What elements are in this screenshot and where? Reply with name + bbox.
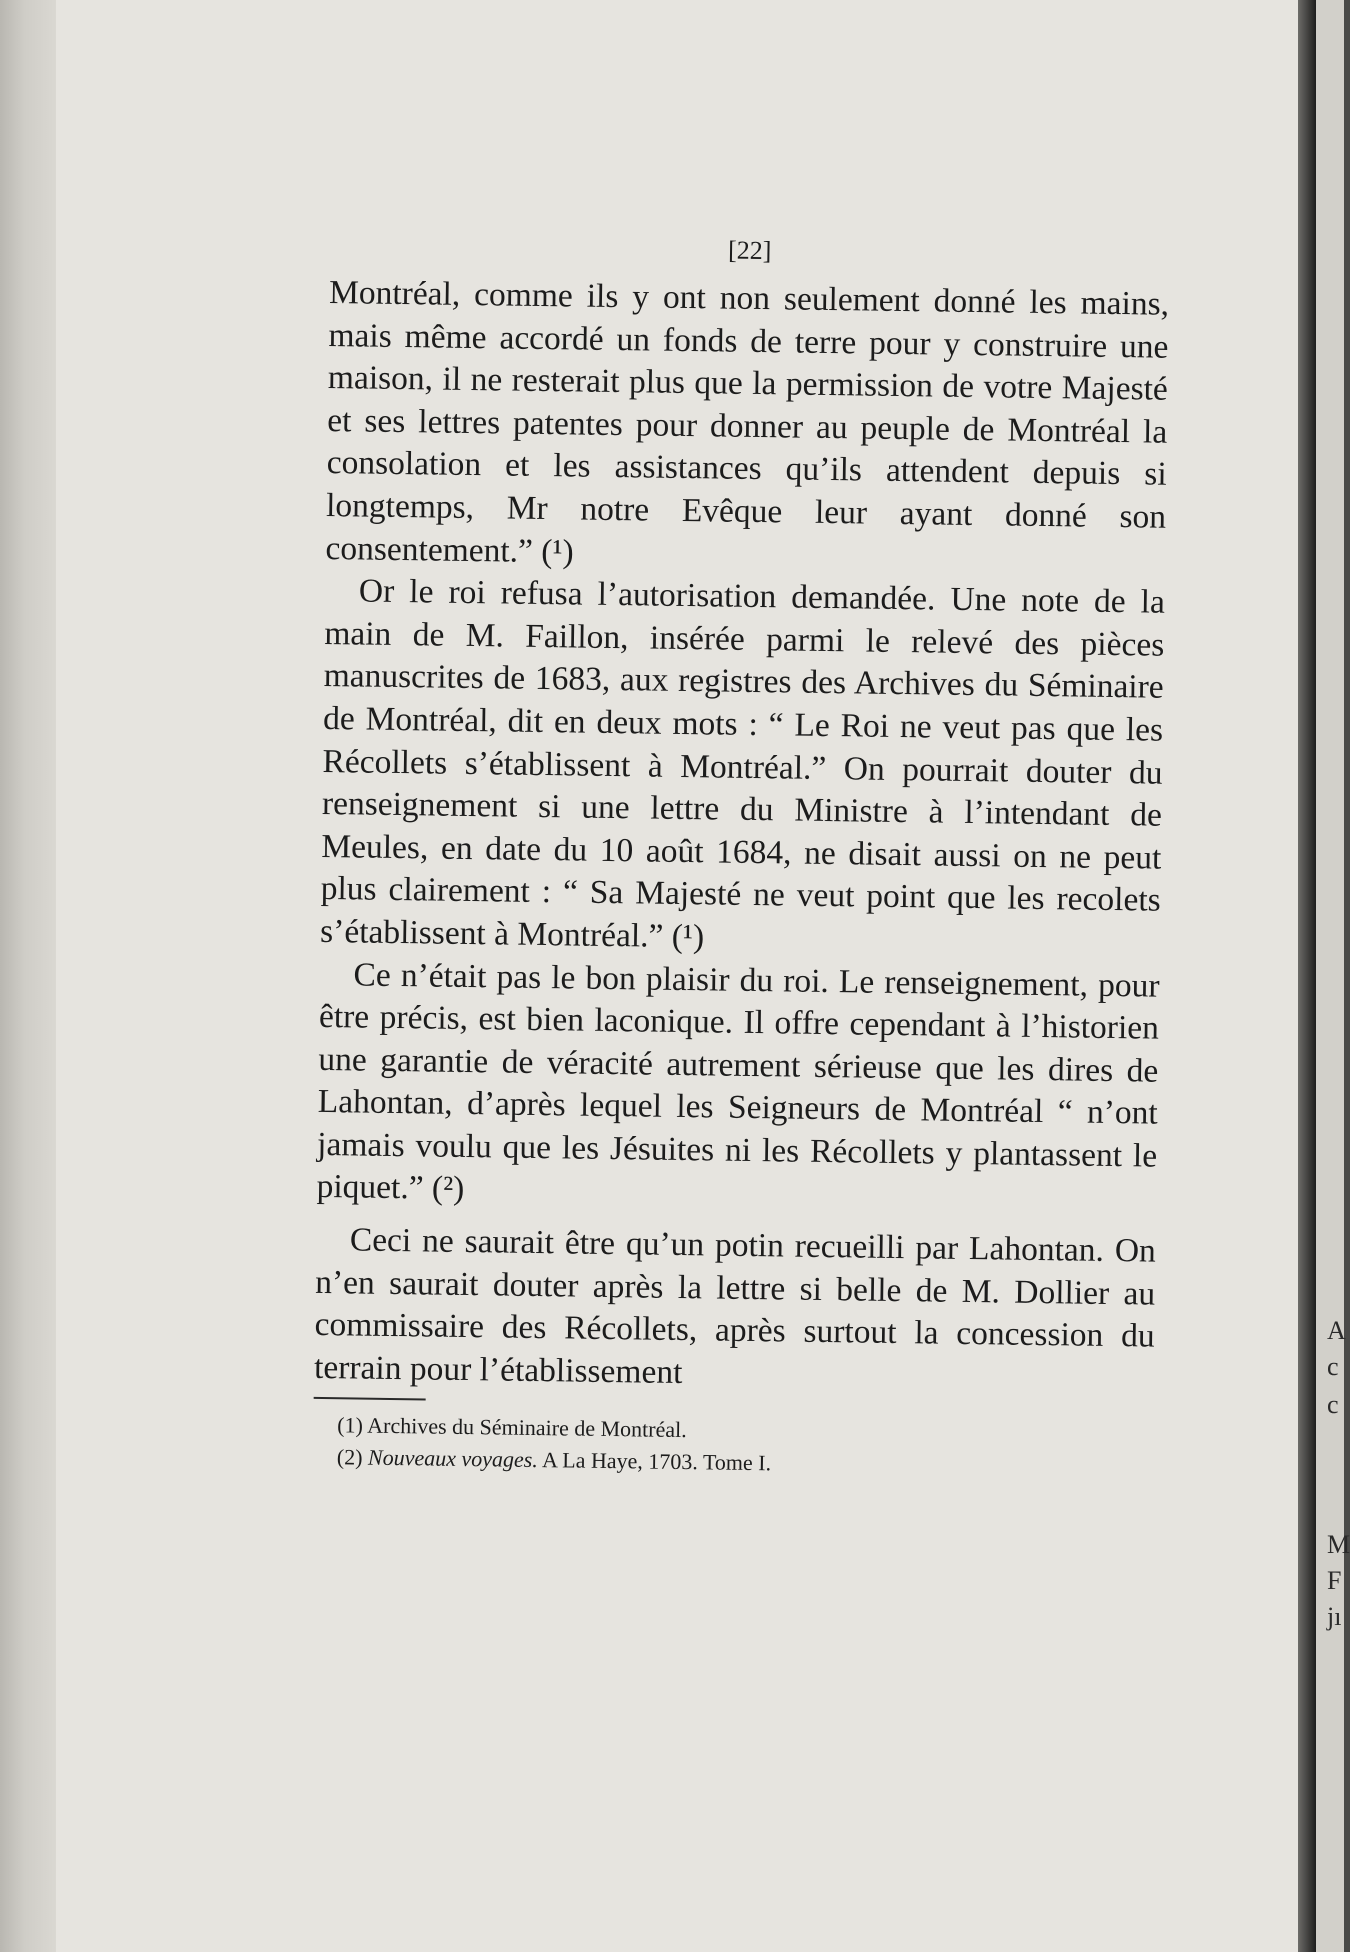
footnote-divider <box>314 1397 426 1401</box>
footnote-1-marker: (1) <box>337 1412 364 1439</box>
footnote-1-text: Archives du Séminaire de Montréal. <box>367 1413 687 1443</box>
page-number: [22] <box>727 235 772 266</box>
paragraph-1: Montréal, comme ils y ont non seulement donné les mains, mais même accordé un fonds de terre pour y construire une maison, il ne resterait plus que la permission de votre Majesté et ses lettres patentes pour donner au peuple de Montréal la consolation et les assistances qu’ils attendent depuis si longtemps, Mr notre Evêque leur ayant donné son consentement.” (¹) <box>325 273 1170 570</box>
adjacent-page-fragment: F <box>1327 1566 1342 1595</box>
adjacent-page-fragment: A <box>1327 1316 1346 1345</box>
stacked-page-edges <box>0 0 62 1952</box>
paragraph-4: Ceci ne saurait être qu’un potin recueilli par Lahontan. On n’en saurait douter après la lettre si belle de M. Dollier au commissaire des Récollets, après surtout la concession du terrain pour l’établissement <box>313 1221 1157 1391</box>
footnote-2-text: A La Haye, 1703. Tome I. <box>541 1447 772 1476</box>
adjacent-page-edge <box>1316 0 1350 1952</box>
footnote-2-title: Nouveaux voyages. <box>367 1445 538 1473</box>
footnote-2-marker: (2) <box>336 1444 363 1471</box>
adjacent-page-fragment: M <box>1327 1530 1350 1559</box>
adjacent-page-fragment: jı <box>1327 1602 1342 1631</box>
book-gutter-shadow <box>1298 0 1316 1952</box>
adjacent-page-fragment: c <box>1327 1390 1339 1419</box>
paragraph-3: Ce n’était pas le bon plaisir du roi. Le renseignement, pour être précis, est bien laconique. Il offre cependant à l’historien une garantie de véracité autrement sérieuse que les dires de Lahontan, d’après lequel les Seigneurs de Montréal “ n’ont jamais voulu que les Jésuites ni les Récollets y plantassent le piquet.” (²) <box>316 955 1160 1208</box>
paragraph-2: Or le roi refusa l’autorisation demandée. Une note de la main de M. Faillon, insérée parmi le relevé des pièces manuscrites de 1683, aux registres des Archives du Séminaire de Montréal, dit en deux mots : “ Le Roi ne veut pas que les Récollets s’établissent à Montréal.” On pourrait douter du renseignement si une lettre du Ministre à l’intendant de Meules, en date du 10 août 1684, ne disait aussi on ne peut plus clairement : “ Sa Majesté ne veut point que les recolets s’établissent à Montréal.” (¹) <box>319 572 1166 956</box>
adjacent-page-fragment: c <box>1327 1352 1339 1381</box>
page-text-block <box>313 228 1170 1485</box>
